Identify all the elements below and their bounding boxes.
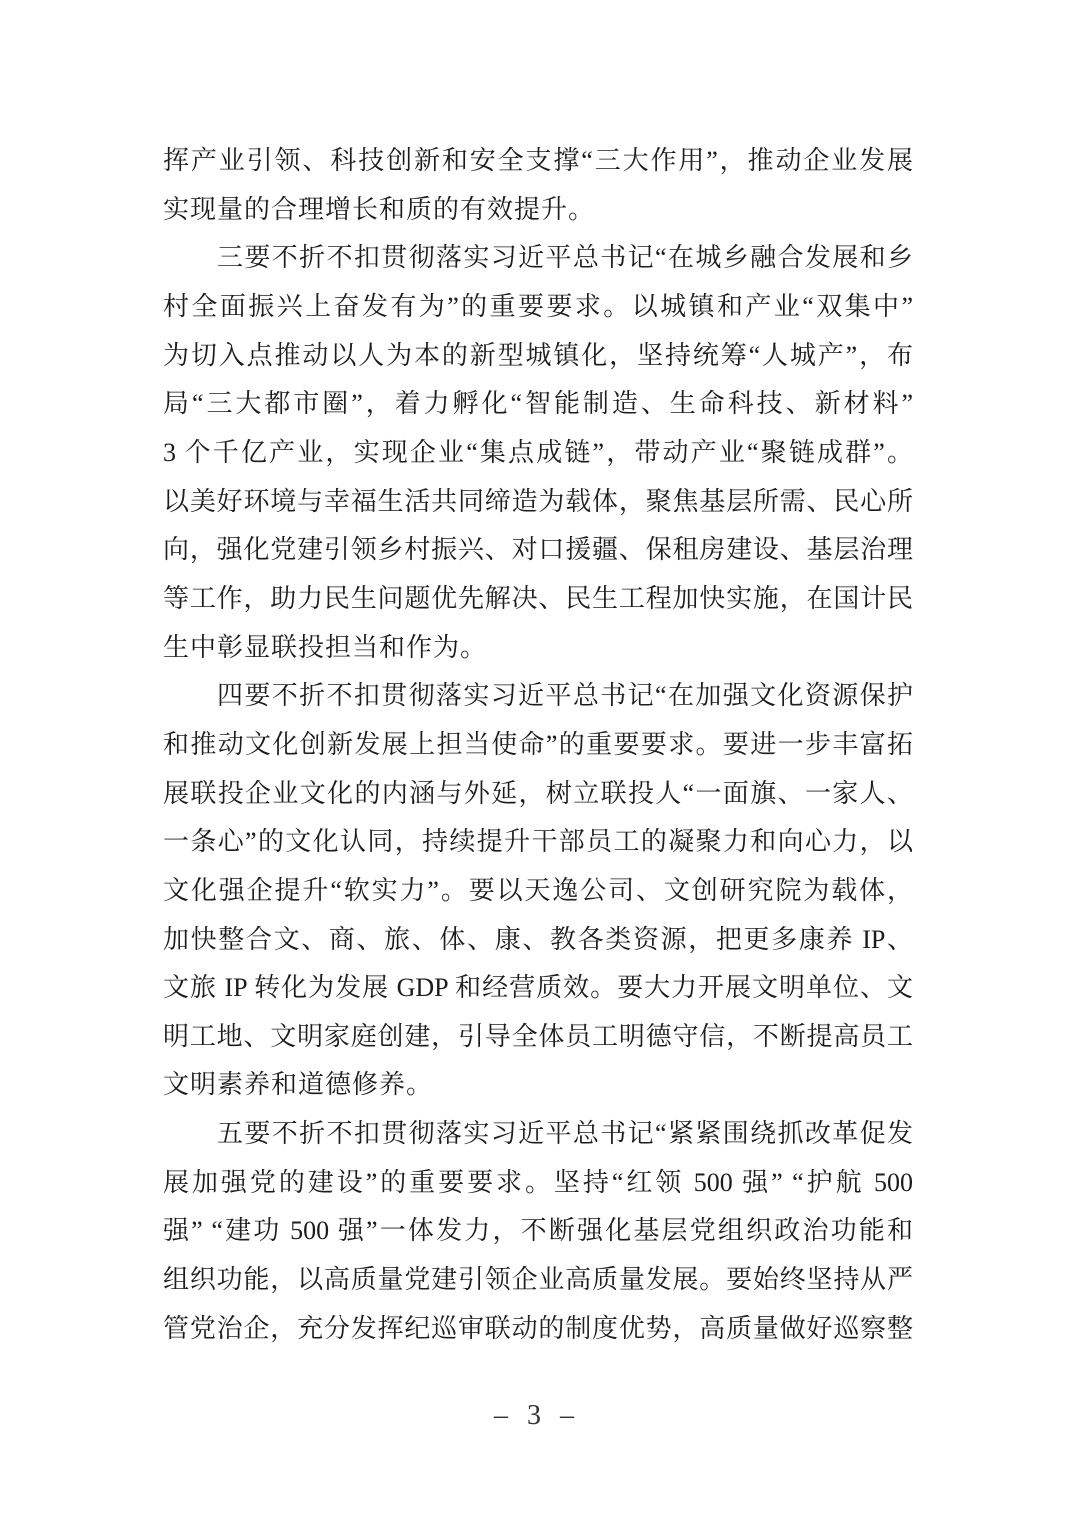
text-line: 以美好环境与幸福生活共同缔造为载体，聚焦基层所需、民心所 bbox=[163, 486, 913, 516]
text-line: 向，强化党建引领乡村振兴、对口援疆、保租房建设、基层治理 bbox=[163, 535, 913, 565]
text-line: 文明素养和道德修养。 bbox=[163, 1070, 434, 1100]
text-line: 局“三大都市圈”，着力孵化“智能制造、生命科技、新材料” bbox=[163, 389, 913, 419]
text-line: 文化强企提升“软实力”。要以天逸公司、文创研究院为载体， bbox=[163, 875, 913, 905]
text-line: 挥产业引领、科技创新和安全支撑“三大作用”，推动企业发展 bbox=[163, 146, 913, 175]
text-line: 实现量的合理增长和质的有效提升。 bbox=[163, 194, 596, 224]
text-line: 管党治企，充分发挥纪巡审联动的制度优势，高质量做好巡察整 bbox=[163, 1313, 913, 1343]
text-line: 3 个千亿产业，实现企业“集点成链”，带动产业“聚链成群”。 bbox=[163, 437, 913, 467]
text-line: 文旅 IP 转化为发展 GDP 和经营质效。要大力开展文明单位、文 bbox=[163, 973, 913, 1003]
text-line: 展加强党的建设”的重要要求。坚持“红领 500 强” “护航 500 bbox=[163, 1167, 913, 1197]
text-line: 明工地、文明家庭创建，引导全体员工明德守信，不断提高员工 bbox=[163, 1021, 913, 1051]
page-number: – 3 – bbox=[494, 1400, 580, 1431]
text-line: 生中彰显联投担当和作为。 bbox=[163, 632, 488, 662]
text-line: 三要不折不扣贯彻落实习近平总书记“在城乡融合发展和乡 bbox=[217, 243, 913, 273]
text-line: 组织功能，以高质量党建引领企业高质量发展。要始终坚持从严 bbox=[163, 1265, 913, 1295]
text-line: 四要不折不扣贯彻落实习近平总书记“在加强文化资源保护 bbox=[217, 681, 913, 711]
text-line: 五要不折不扣贯彻落实习近平总书记“紧紧围绕抓改革促发 bbox=[217, 1119, 913, 1149]
text-line: 为切入点推动以人为本的新型城镇化，坚持统筹“人城产”，布 bbox=[163, 340, 913, 370]
text-line: 一条心”的文化认同，持续提升干部员工的凝聚力和向心力，以 bbox=[163, 827, 913, 857]
text-line: 和推动文化创新发展上担当使命”的重要要求。要进一步丰富拓 bbox=[163, 729, 913, 759]
text-line: 展联投企业文化的内涵与外延，树立联投人“一面旗、一家人、 bbox=[163, 778, 913, 808]
document-body bbox=[163, 137, 913, 1353]
text-line: 加快整合文、商、旅、体、康、教各类资源，把更多康养 IP、 bbox=[163, 924, 913, 954]
text-line: 强” “建功 500 强”一体发力，不断强化基层党组织政治功能和 bbox=[163, 1216, 913, 1246]
text-line: 等工作，助力民生问题优先解决、民生工程加快实施，在国计民 bbox=[163, 583, 913, 613]
text-line: 村全面振兴上奋发有为”的重要要求。以城镇和产业“双集中” bbox=[163, 291, 913, 321]
